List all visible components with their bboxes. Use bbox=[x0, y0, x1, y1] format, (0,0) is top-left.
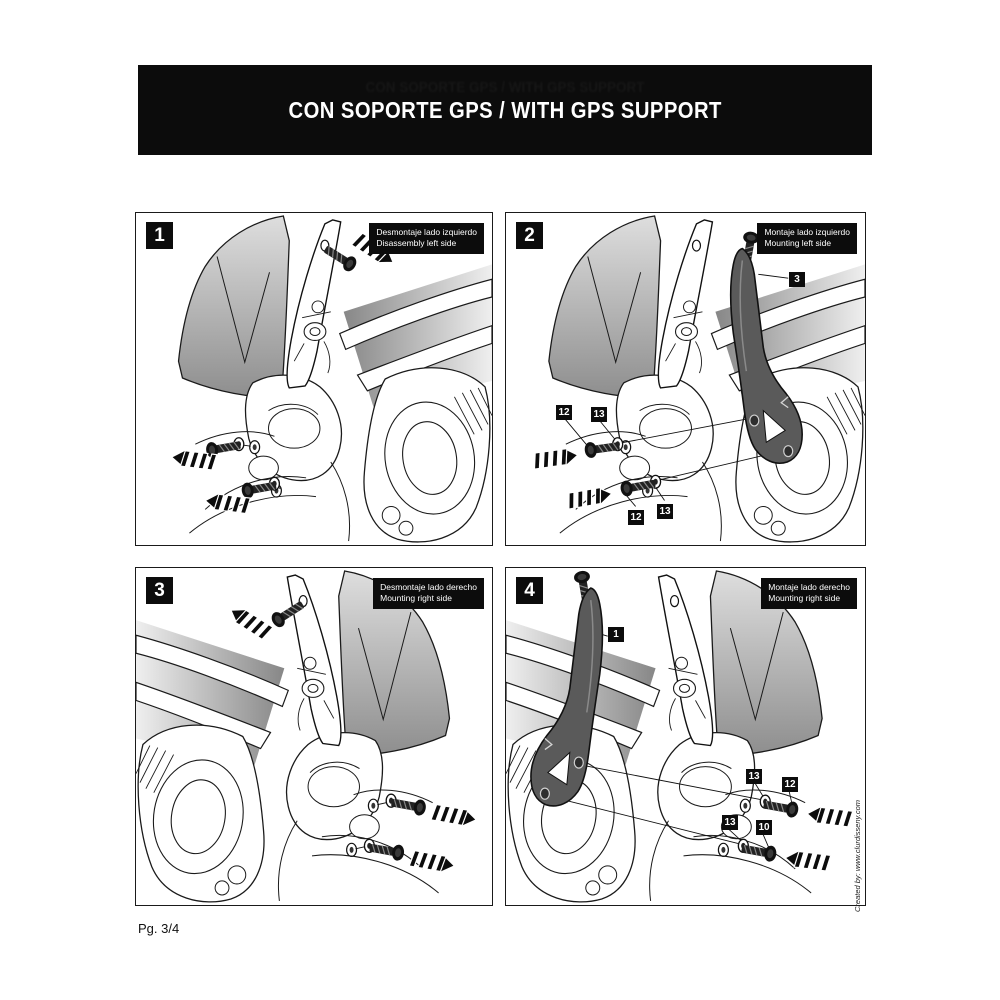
banner-ghost-text: CON SOPORTE GPS / WITH GPS SUPPORT bbox=[365, 79, 645, 96]
step-number-badge: 2 bbox=[516, 222, 543, 249]
header-banner bbox=[138, 65, 872, 155]
part-callout-10: 10 bbox=[756, 820, 772, 835]
caption-es: Desmontaje lado izquierdo bbox=[376, 227, 477, 237]
part-callout-1: 1 bbox=[608, 627, 624, 642]
hatched-arrow bbox=[532, 446, 579, 471]
hatched-arrow bbox=[784, 848, 831, 872]
part-callout-3: 3 bbox=[789, 272, 805, 287]
panel-step-1 bbox=[135, 212, 493, 546]
caption-en: Mounting right side bbox=[380, 593, 452, 604]
panel-step-3 bbox=[135, 567, 493, 906]
page-title: CON SOPORTE GPS / WITH GPS SUPPORT bbox=[288, 96, 722, 123]
caption-box bbox=[761, 578, 857, 609]
part-callout-12: 12 bbox=[782, 777, 798, 792]
step-number-badge: 3 bbox=[146, 577, 173, 604]
caption-es: Desmontaje lado derecho bbox=[380, 582, 477, 592]
caption-es: Montaje lado derecho bbox=[768, 582, 850, 592]
diagram-disassembly-right bbox=[136, 568, 492, 905]
panel-step-4 bbox=[505, 567, 866, 906]
caption-en: Mounting right side bbox=[768, 593, 841, 604]
motorcycle-front-art bbox=[179, 216, 492, 542]
step-number-badge: 1 bbox=[146, 222, 173, 249]
diagram-mounting-left bbox=[506, 213, 865, 545]
caption-en: Disassembly left side bbox=[376, 238, 457, 249]
part-callout-13: 13 bbox=[746, 769, 762, 784]
panel-step-2 bbox=[505, 212, 866, 546]
caption-box bbox=[757, 223, 857, 254]
caption-box bbox=[373, 578, 484, 609]
part-callout-13: 13 bbox=[722, 815, 738, 830]
page-number: Pg. 3/4 bbox=[138, 921, 180, 936]
part-callout-13: 13 bbox=[657, 504, 673, 519]
hatched-arrow bbox=[409, 849, 456, 876]
hatched-arrow bbox=[226, 602, 274, 642]
part-callout-12: 12 bbox=[628, 510, 644, 525]
hatched-arrow bbox=[431, 803, 478, 830]
part-callout-13: 13 bbox=[591, 407, 607, 422]
caption-en: Mounting left side bbox=[764, 238, 832, 249]
step-number-badge: 4 bbox=[516, 577, 543, 604]
caption-box bbox=[369, 223, 484, 254]
caption-es: Montaje lado izquierdo bbox=[764, 227, 850, 237]
part-callout-12: 12 bbox=[556, 405, 572, 420]
hatched-arrow bbox=[806, 804, 853, 828]
credit-text: Created by: www.clurdisseny.com bbox=[853, 800, 862, 912]
diagram-mounting-right bbox=[506, 568, 865, 905]
diagram-disassembly-left bbox=[136, 213, 492, 545]
